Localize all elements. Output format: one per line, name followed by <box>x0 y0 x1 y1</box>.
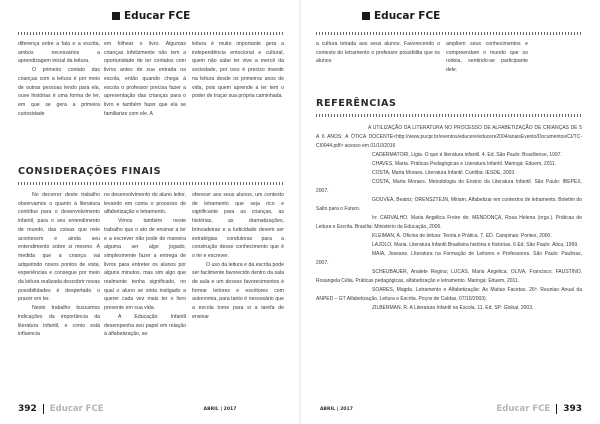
paragraph: a cultura letrada aos seus alunos. Favorecendo o contexto do letramento o professor possibilita que os alunos <box>316 41 440 65</box>
footer-date: ABRIL | 2017 <box>203 406 237 412</box>
page-number: 393 <box>563 404 582 414</box>
reference-entry: LAJOLO, Maria. Literatura Infantil Brasileira história e histórias. 6 Ed. São Paulo: Ática, 1999. <box>372 242 579 248</box>
paragraph: Vimos também neste trabalho que o ato de ensinar a ler e a escrever não pode de maneira alguma ser algo jogado, simplesmente fazer a entrega de livros para entreter os alunos por alguns minutos, mas sim algo que realmente tenha significado, no qual o aluno se sinta instigado a querer cada vez mais ter o livro presente em sua vida. <box>104 218 186 312</box>
text-column-2 <box>446 40 528 75</box>
text-column-1 <box>18 40 100 118</box>
paragraph: ampliem seus conhecimentos e compreendam o mundo que os rodeia, sentindo-se participante dele. <box>446 41 528 74</box>
final-column-3 <box>192 191 284 322</box>
reference-entry: CADERMATORI, Ligia. O que é literatura infantil. 4. Ed. São Paulo: Brasiliense, 1997. <box>372 152 562 158</box>
section-dotted-rule <box>18 182 284 185</box>
reference-entry: SCHEUBAUER, Analete Regina; LUCAS, Maria Angélica; OLIVA, Francisco; FAUSTINO, Rosangela Célia. Práticas pedagógicas, alfabetização e letramento. Maringá: Eduem, 2011. <box>316 269 582 284</box>
header-dotted-rule <box>316 32 582 35</box>
reference-entry: CHAVES, Marta. Práticas Pedagógicas e Literatura Infantil. Maringá: Eduem, 2011. <box>372 161 557 167</box>
page-number: 392 <box>18 404 37 414</box>
reference-entry: GOUVEA, Beatriz; ORENSZTEJN, Miriam. Alfabetizar em contextos de letramento. Boletim do Salto para o Futuro. <box>316 197 582 212</box>
paragraph: No decorrer deste trabalho observamos o quanto à literatura contribui para o desenvolvimento infantil, para o seu entendimento de mundo, das coisas que nele acontecem e ainda seu entendimento sobre si mesmo. À medida que a criança vai adquirindo novos pontos de vista, experiências e consegue por meio da leitura realizada descobrir novas possibilidades é despertado o prazer em ler. <box>18 192 100 303</box>
reference-entry: MAIA, Joseane. LIteratura na Formação de Leitores e Professores. São Paulo: Paulinas, 2007. <box>316 251 582 266</box>
reference-entry: COSTA, Marta Moraes. Literatura Infantil. Curitiba: IESDE, 2003. <box>372 170 516 176</box>
paragraph: oferecer aos seus alunos, um contexto de letramento que seja rico e significante para as crianças, as histórias, as dramatizações, brincadeiras e a ludicidade devem ser estratégias condutoras para a construção desse conhecimento que é o ler e escrever. <box>192 192 284 259</box>
reference-entry: COSTA, Marta Moraes. Metodologia do Ensino da Literatura Infantil. São Paulo: IBEPEX, 2007. <box>316 179 582 194</box>
paragraph: diferença entre a fala e a escrita, ambos necessários a aprendizagem inicial da leitura. <box>18 41 100 65</box>
paragraph: em folhear o livro. Algumas crianças infelizmente não tem a oportunidade de ter contatos com livros antes de sua entrada na escola, então quando chega à escola o professor precisa fazer a apresentação das crianças para o livro e também fazer que ela se familiarize com ele. A <box>104 41 186 117</box>
page-header <box>112 8 190 24</box>
section-title-consideracoes: CONSIDERAÇÕES FINAIS <box>18 166 162 177</box>
square-bullet-icon <box>362 12 370 20</box>
paragraph: no desenvolvimento do aluno leitor, levando em conta o processo de alfabetização e letramento. <box>104 192 186 216</box>
paragraph: O primeiro contato das crianças com a leitura é por meio de outras pessoas lendo para ela, ouve histórias é uma forma de ler, em que se gera a primeira curiosidade <box>18 67 100 117</box>
text-column-3 <box>192 40 284 101</box>
reference-entry: A UTILIZAÇÃO DA LITERATURA NO PROCESSO DE ALFABETIZAÇÃO DE CRIANÇAS DE 5 A 6 ANOS: A ÓTICA DOCENTE<http://www.pucpr.br/eventos/educere/educere2004/anaisEvento/Documentos/CI/TC-CI0044.pdf> acesso em 01/10/2016 <box>316 125 582 149</box>
page-footer <box>18 402 318 416</box>
footer-divider <box>556 404 557 414</box>
header-dotted-rule <box>18 32 284 35</box>
footer-magazine-name: Educar FCE <box>49 404 104 414</box>
section-title-referencias: REFERÊNCIAS <box>316 98 397 109</box>
paragraph: leitura é muito importante gera a independência emocional e cultural, quem não sabe ler vive a mercê da sociedade, por isso é preciso investir na leitura desde os primeiros anos de vida, pois quem aprende a ler tem o poder de traçar sua própria caminhada. <box>192 41 284 100</box>
paragraph: Neste trabalho buscamos indicações da importância da literatura infantil, e como está influencia <box>18 305 100 338</box>
right-page <box>300 0 600 424</box>
footer-date: ABRIL | 2017 <box>320 406 353 412</box>
header-title: Educar FCE <box>374 10 441 22</box>
text-column-2 <box>104 40 186 118</box>
square-bullet-icon <box>112 12 120 20</box>
reference-entry: ZILBERMAN, R. A Literatura Infantil na Escola. 11. Ed. SP: Global, 2003. <box>372 305 534 311</box>
page-footer <box>300 402 600 416</box>
reference-entry: KLEIMAN, A. Oficina de leitura: Teoria e Prática. 7. ED. Campinas: Pontes, 2000. <box>372 233 552 239</box>
reference-entry: In: CARVALHO, Maria Angélica Freire de; MENDONÇA, Rosa Helena (orgs.). Práticas de Leitura e Escrita. Brasília: Ministério da Educação, 2006. <box>316 215 582 230</box>
page-header <box>362 8 440 24</box>
header-title: Educar FCE <box>124 10 191 22</box>
references-list <box>316 124 582 313</box>
paragraph: O uso da leitura e da escrita pode ser facilmente favorecido dentro da sala de aula e um desses favorecimentos é formar leitores e escritores com autonomia, para tanto é necessário que a escola torne para si a tarefa de ensinar <box>192 261 284 320</box>
reference-entry: SOARES, Magda. Letramento e Alfabetização: As Muitas Facetas. 26ª. Reuniao Anual da ANPED – GT Alfabetização, Leitura e Escrita. Poços de Caldas, 07/10/2003). <box>316 287 582 302</box>
footer-divider <box>43 404 44 414</box>
text-column-1 <box>316 40 440 66</box>
paragraph: A Educação Infantil desempenha seu papel em relação à alfabetização, ao <box>104 313 186 338</box>
footer-magazine-name: Educar FCE <box>496 404 551 414</box>
section-dotted-rule <box>316 114 582 117</box>
final-column-1 <box>18 191 100 339</box>
final-column-2 <box>104 191 186 339</box>
